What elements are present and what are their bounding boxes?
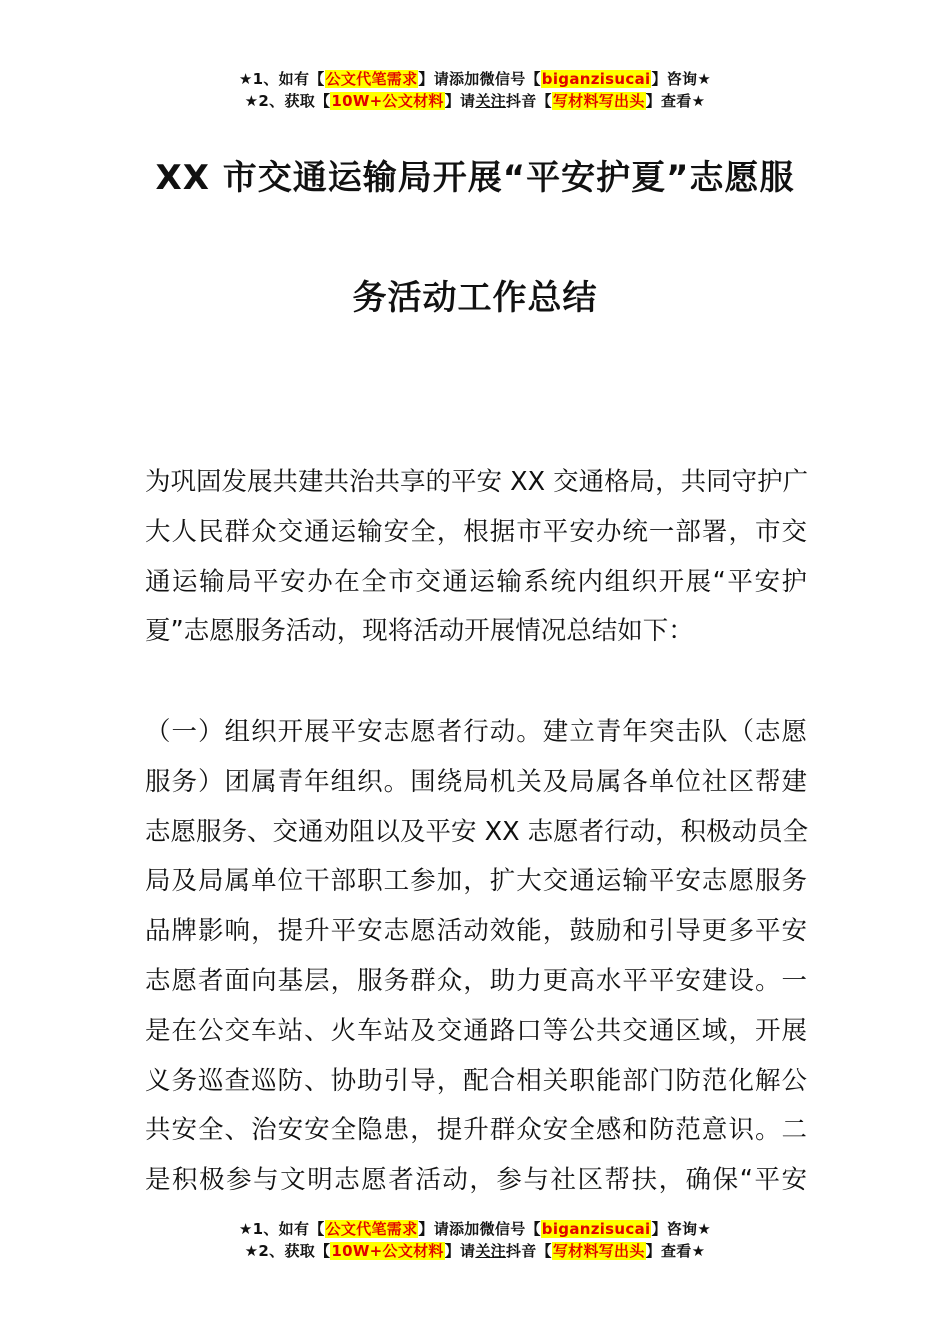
banner-highlight: 10W+公文材料 bbox=[331, 1242, 444, 1260]
paragraph-line: 是在公交车站、火车站及交通路口等公共交通区域，开展 bbox=[145, 1015, 807, 1046]
paragraph-line: 义务巡查巡防、协助引导，配合相关职能部门防范化解公 bbox=[145, 1065, 807, 1096]
banner-wechat-id: biganzisucai bbox=[541, 70, 651, 88]
paragraph-line: 志愿者面向基层，服务群众，助力更高水平平安建设。一 bbox=[145, 965, 807, 996]
paragraph-line: 为巩固发展共建共治共享的平安 XX 交通格局，共同守护广 bbox=[145, 467, 809, 497]
paragraph-line: 服务）团属青年组织。围绕局机关及局属各单位社区帮建 bbox=[145, 766, 807, 797]
banner-line-2 bbox=[0, 1240, 950, 1262]
banner-text: 】咨询★ bbox=[651, 1220, 712, 1238]
banner-text: 】咨询★ bbox=[651, 70, 712, 88]
banner-line-1 bbox=[0, 1218, 950, 1240]
header-banner bbox=[0, 68, 950, 112]
section-1-paragraph bbox=[145, 708, 807, 1206]
banner-text: ★2、获取【 bbox=[244, 1242, 331, 1260]
paragraph-line: 共安全、治安安全隐患，提升群众安全感和防范意识。二 bbox=[145, 1115, 807, 1146]
paragraph-line: 夏”志愿服务活动，现将活动开展情况总结如下： bbox=[145, 616, 694, 647]
paragraph-line: 局及局属单位干部职工参加，扩大交通运输平安志愿服务 bbox=[145, 866, 807, 897]
banner-text: 】请 bbox=[444, 92, 476, 110]
paragraph-line: 通运输局平安办在全市交通运输系统内组织开展“平安护 bbox=[145, 566, 807, 597]
banner-text: 抖音【 bbox=[505, 1242, 552, 1260]
banner-text: ★1、如有【 bbox=[238, 70, 325, 88]
document-title-line-2: 务活动工作总结 bbox=[352, 278, 598, 318]
banner-highlight: 10W+公文材料 bbox=[331, 92, 444, 110]
banner-line-1 bbox=[0, 68, 950, 90]
banner-text: 】请添加微信号【 bbox=[418, 70, 541, 88]
banner-text: ★1、如有【 bbox=[238, 1220, 325, 1238]
paragraph-line: 志愿服务、交通劝阻以及平安 XX 志愿者行动，积极动员全 bbox=[145, 816, 809, 847]
banner-line-2 bbox=[0, 90, 950, 112]
paragraph-line: 大人民群众交通运输安全，根据市平安办统一部署，市交 bbox=[145, 516, 807, 547]
banner-underlined-text: 关注 bbox=[475, 92, 506, 110]
paragraph-line: （一）组织开展平安志愿者行动。建立青年突击队（志愿 bbox=[145, 717, 807, 747]
banner-text: 】请添加微信号【 bbox=[418, 1220, 541, 1238]
banner-highlight: 公文代笔需求 bbox=[325, 1220, 418, 1238]
footer-banner bbox=[0, 1218, 950, 1262]
banner-text: 】查看★ bbox=[645, 92, 706, 110]
banner-wechat-id: biganzisucai bbox=[541, 1220, 651, 1238]
banner-highlight: 写材料写出头 bbox=[552, 1242, 645, 1260]
banner-highlight: 写材料写出头 bbox=[552, 92, 645, 110]
banner-text: 】请 bbox=[444, 1242, 476, 1260]
paragraph-line: 品牌影响，提升平安志愿活动效能，鼓励和引导更多平安 bbox=[145, 916, 807, 947]
banner-text: 抖音【 bbox=[505, 92, 552, 110]
banner-text: 】查看★ bbox=[645, 1242, 706, 1260]
document-title-line-1: XX 市交通运输局开展“平安护夏”志愿服 bbox=[155, 158, 795, 198]
paragraph-line: 是积极参与文明志愿者活动，参与社区帮扶，确保“平安 bbox=[145, 1165, 807, 1196]
banner-underlined-text: 关注 bbox=[475, 1242, 506, 1260]
banner-text: ★2、获取【 bbox=[244, 92, 331, 110]
intro-paragraph bbox=[145, 458, 807, 657]
banner-highlight: 公文代笔需求 bbox=[325, 70, 418, 88]
